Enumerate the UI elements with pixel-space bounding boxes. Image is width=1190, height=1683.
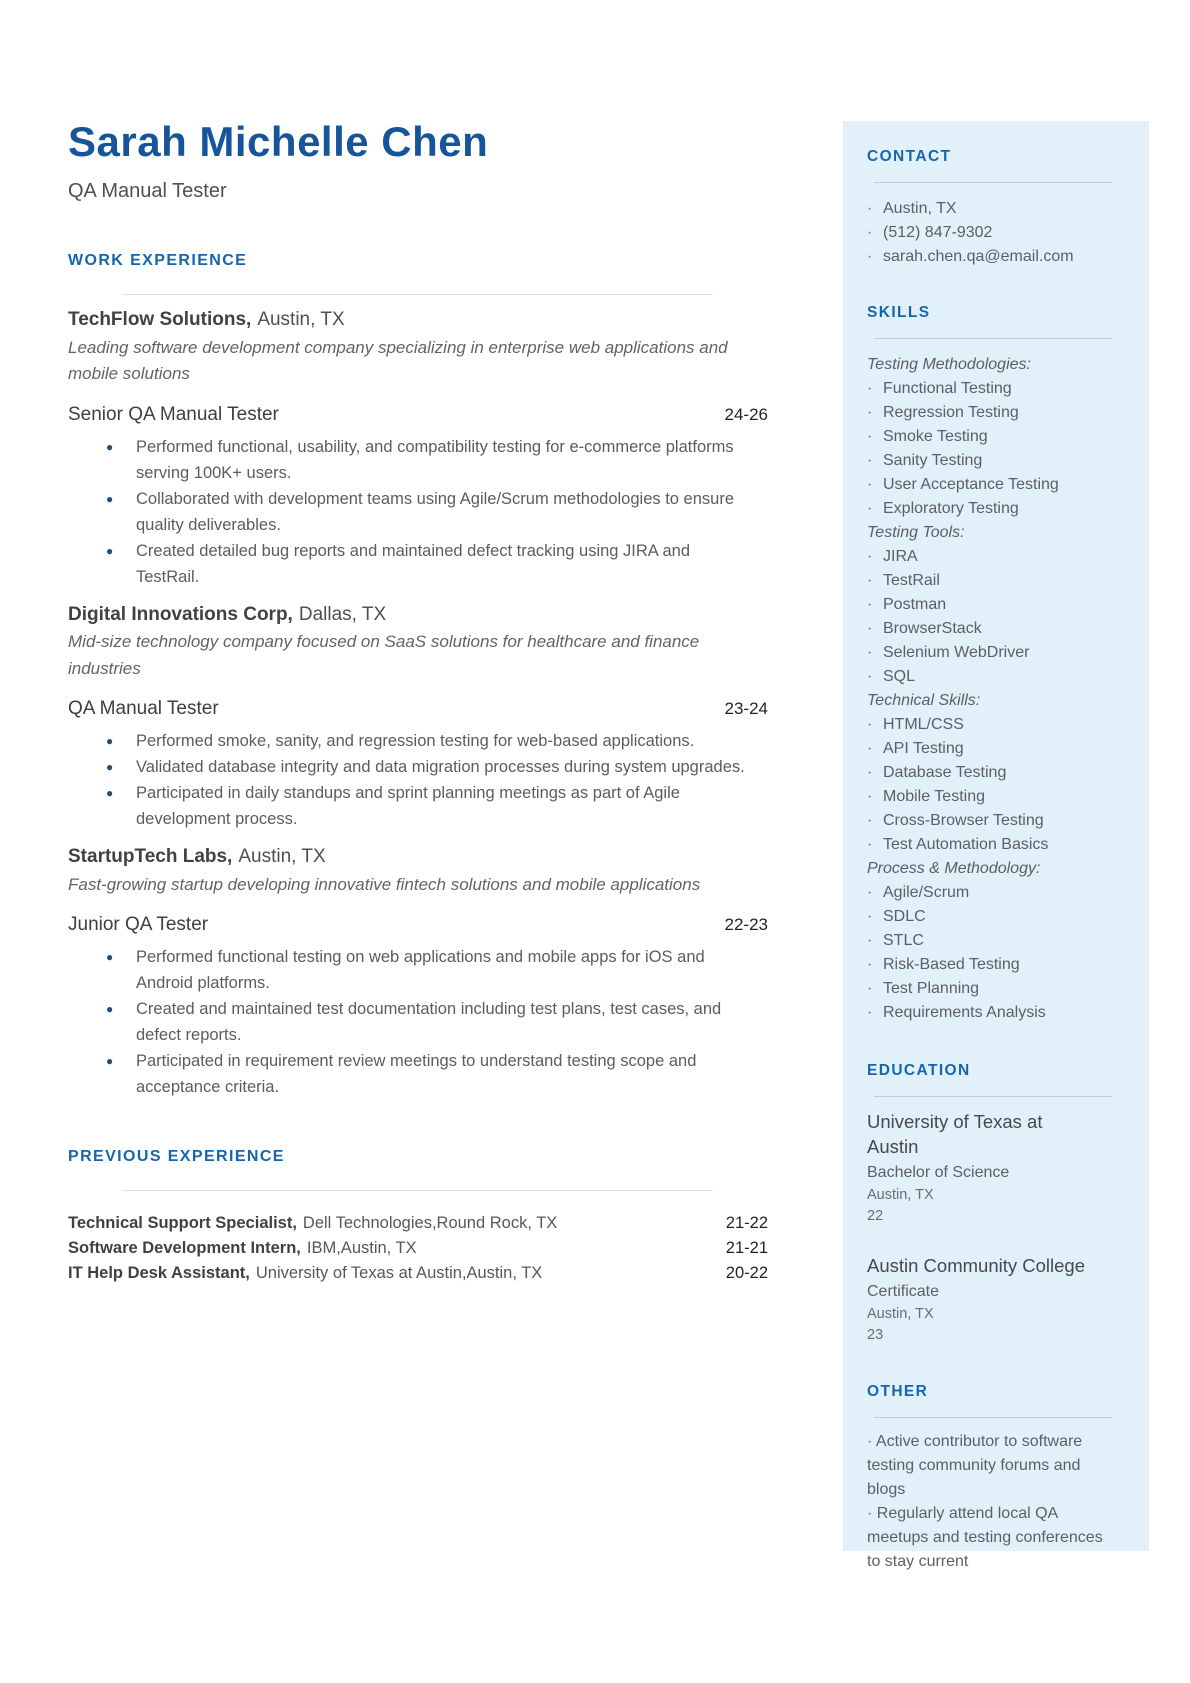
bullet-icon <box>106 1048 136 1074</box>
bullet-item <box>68 996 768 1048</box>
company-summary: Leading software development company specializing in enterprise web applications and mobile solutions <box>68 337 728 384</box>
other-item <box>867 1502 1119 1574</box>
bullet-icon <box>106 944 136 970</box>
role-dates: 22-23 <box>724 914 768 934</box>
skill-item <box>867 905 1119 929</box>
dot-icon <box>867 425 883 449</box>
skill-item <box>867 929 1119 953</box>
dot-icon <box>867 809 883 833</box>
role-dates: 23-24 <box>724 698 768 718</box>
dot-icon <box>867 569 883 593</box>
skill-group-label: Testing Tools: <box>867 524 965 541</box>
section-divider <box>123 294 713 295</box>
prev-left <box>68 1261 542 1286</box>
bullet-list <box>68 944 768 1100</box>
skill-text: SDLC <box>883 908 926 925</box>
dot-icon <box>867 449 883 473</box>
bullet-icon <box>106 996 136 1022</box>
prev-role: Software Development Intern, <box>68 1238 301 1257</box>
company-summary: Fast-growing startup developing innovative fintech solutions and mobile applications <box>68 874 701 894</box>
bullet-text: Participated in daily standups and sprint planning meetings as part of Agile development process. <box>136 783 680 828</box>
bullet-item <box>68 538 768 590</box>
skill-item <box>867 593 1119 617</box>
role-dates: 24-26 <box>724 404 768 424</box>
other-heading: OTHER <box>867 1383 929 1400</box>
skill-text: STLC <box>883 932 924 949</box>
role-title: Senior QA Manual Tester <box>68 403 279 425</box>
role-row <box>68 404 768 426</box>
bullet-text: Created and maintained test documentation including test plans, test cases, and defect reports. <box>136 999 722 1044</box>
bullet-item <box>68 434 768 486</box>
skill-item <box>867 809 1119 833</box>
company-summary: Mid-size technology company focused on SaaS solutions for healthcare and finance industries <box>68 632 700 678</box>
skill-text: Mobile Testing <box>883 788 985 805</box>
other-list <box>867 1430 1119 1574</box>
sidebar-panel <box>843 121 1149 1570</box>
skills-list <box>867 353 1119 1025</box>
dot-icon <box>867 245 883 269</box>
skill-text: Test Planning <box>883 980 980 997</box>
company-name: Digital Innovations Corp, <box>68 603 293 625</box>
job-entry <box>68 844 768 1100</box>
contact-text: (512) 847-9302 <box>883 224 993 241</box>
skill-text: Sanity Testing <box>883 452 983 469</box>
skill-group-label: Testing Methodologies: <box>867 356 1031 373</box>
skill-text: Functional Testing <box>883 380 1012 397</box>
side-divider <box>874 338 1112 339</box>
skill-text: Risk-Based Testing <box>883 956 1020 973</box>
bullet-icon <box>106 780 136 806</box>
skill-text: Test Automation Basics <box>883 836 1049 853</box>
bullet-item <box>68 486 768 538</box>
school-year: 22 <box>867 1208 884 1224</box>
bullet-item <box>68 1048 768 1100</box>
company-line <box>68 307 768 333</box>
skill-text: API Testing <box>883 740 964 757</box>
skill-item <box>867 881 1119 905</box>
dot-icon <box>867 881 883 905</box>
person-name: Sarah Michelle Chen <box>68 118 489 165</box>
skill-text: Cross-Browser Testing <box>883 812 1044 829</box>
contact-item <box>867 197 1119 221</box>
prev-dates: 21-21 <box>725 1238 768 1257</box>
role-title: Junior QA Tester <box>68 913 209 935</box>
dot-icon <box>867 977 883 1001</box>
bullet-icon <box>106 434 136 460</box>
side-divider <box>874 1096 1112 1097</box>
contact-item <box>867 245 1119 269</box>
role-row <box>68 698 768 720</box>
bullet-text: Participated in requirement review meetings to understand testing scope and acceptance criteria. <box>136 1051 697 1096</box>
dot-icon <box>867 737 883 761</box>
contact-item <box>867 221 1119 245</box>
dot-icon <box>867 473 883 497</box>
other-section <box>867 1382 1119 1574</box>
skill-item <box>867 545 1119 569</box>
school-degree: Certificate <box>867 1283 940 1300</box>
school-year: 23 <box>867 1327 884 1343</box>
skill-item <box>867 569 1119 593</box>
skill-text: TestRail <box>883 572 940 589</box>
side-divider <box>874 182 1112 183</box>
bullet-text: Performed smoke, sanity, and regression testing for web-based applications. <box>136 731 695 750</box>
skill-item <box>867 1001 1119 1025</box>
bullet-icon <box>106 728 136 754</box>
school-location: Austin, TX <box>867 1187 934 1203</box>
skill-text: SQL <box>883 668 916 685</box>
dot-icon <box>867 617 883 641</box>
skill-item <box>867 785 1119 809</box>
dot-icon <box>867 401 883 425</box>
job-entry <box>68 602 768 832</box>
school-degree: Bachelor of Science <box>867 1164 1010 1181</box>
dot-icon <box>867 1433 876 1450</box>
skill-item <box>867 641 1119 665</box>
prev-row <box>68 1236 768 1261</box>
skill-item <box>867 953 1119 977</box>
education-heading: EDUCATION <box>867 1062 971 1079</box>
bullet-list <box>68 728 768 832</box>
skill-item <box>867 449 1119 473</box>
company-name: StartupTech Labs, <box>68 845 233 867</box>
skill-item <box>867 737 1119 761</box>
bullet-text: Performed functional testing on web applications and mobile apps for iOS and Android platforms. <box>136 947 705 992</box>
previous-experience-heading: PREVIOUS EXPERIENCE <box>68 1147 285 1165</box>
skill-text: Selenium WebDriver <box>883 644 1030 661</box>
contact-section <box>867 147 1119 269</box>
dot-icon <box>867 785 883 809</box>
prev-row <box>68 1261 768 1286</box>
skill-item <box>867 401 1119 425</box>
prev-left <box>68 1211 557 1236</box>
prev-org: IBM,Austin, TX <box>306 1238 417 1257</box>
contact-heading: CONTACT <box>867 148 952 165</box>
dot-icon <box>867 641 883 665</box>
skill-text: Postman <box>883 596 947 613</box>
other-text: Regularly attend local QA meetups and testing conferences to stay current <box>867 1505 1103 1570</box>
company-name: TechFlow Solutions, <box>68 309 252 331</box>
contact-text: sarah.chen.qa@email.com <box>883 248 1074 265</box>
skill-item <box>867 665 1119 689</box>
prev-org: Dell Technologies,Round Rock, TX <box>302 1213 558 1232</box>
bullet-text: Validated database integrity and data migration processes during system upgrades. <box>136 757 745 776</box>
skill-group-label: Technical Skills: <box>867 692 981 709</box>
skill-item <box>867 713 1119 737</box>
dot-icon <box>867 1505 877 1522</box>
school-location: Austin, TX <box>867 1306 934 1322</box>
prev-role: Technical Support Specialist, <box>68 1213 297 1232</box>
skill-text: HTML/CSS <box>883 716 964 733</box>
dot-icon <box>867 593 883 617</box>
company-line <box>68 844 768 870</box>
contact-list <box>867 197 1119 269</box>
bullet-text: Created detailed bug reports and maintained defect tracking using JIRA and TestRail. <box>136 541 691 586</box>
prev-left <box>68 1236 417 1261</box>
school-name: Austin Community College <box>867 1255 1085 1276</box>
other-text: Active contributor to software testing community forums and blogs <box>867 1433 1083 1498</box>
skill-text: User Acceptance Testing <box>883 476 1059 493</box>
prev-role: IT Help Desk Assistant, <box>68 1263 250 1282</box>
school-entry <box>867 1253 1119 1346</box>
prev-row <box>68 1211 768 1236</box>
skill-text: JIRA <box>883 548 918 565</box>
contact-text: Austin, TX <box>883 200 957 217</box>
dot-icon <box>867 221 883 245</box>
prev-dates: 20-22 <box>725 1263 768 1282</box>
skills-section <box>867 303 1119 1025</box>
company-location: Austin, TX <box>238 845 326 867</box>
skill-item <box>867 377 1119 401</box>
company-line <box>68 602 768 628</box>
skill-text: Agile/Scrum <box>883 884 970 901</box>
skill-text: Requirements Analysis <box>883 1004 1046 1021</box>
skill-text: BrowserStack <box>883 620 982 637</box>
other-item <box>867 1430 1119 1502</box>
bullet-icon <box>106 754 136 780</box>
role-title: QA Manual Tester <box>68 697 219 719</box>
skill-text: Database Testing <box>883 764 1007 781</box>
bullet-list <box>68 434 768 590</box>
dot-icon <box>867 905 883 929</box>
dot-icon <box>867 1001 883 1025</box>
bullet-icon <box>106 486 136 512</box>
skill-group-label: Process & Methodology: <box>867 860 1041 877</box>
bullet-text: Collaborated with development teams using Agile/Scrum methodologies to ensure quality deliverables. <box>136 489 735 534</box>
bullet-text: Performed functional, usability, and compatibility testing for e-commerce platforms serving 100K+ users. <box>136 437 734 482</box>
main-column <box>68 0 768 1286</box>
dot-icon <box>867 833 883 857</box>
skills-heading: SKILLS <box>867 304 931 321</box>
dot-icon <box>867 545 883 569</box>
bullet-item <box>68 944 768 996</box>
skill-item <box>867 473 1119 497</box>
education-section <box>867 1061 1119 1346</box>
section-divider <box>123 1190 713 1191</box>
role-row <box>68 914 768 936</box>
dot-icon <box>867 377 883 401</box>
dot-icon <box>867 953 883 977</box>
prev-dates: 21-22 <box>725 1213 768 1232</box>
school-entry <box>867 1109 1119 1227</box>
dot-icon <box>867 665 883 689</box>
job-entry <box>68 307 768 589</box>
dot-icon <box>867 761 883 785</box>
dot-icon <box>867 713 883 737</box>
prev-org: University of Texas at Austin,Austin, TX <box>255 1263 543 1282</box>
skill-item <box>867 497 1119 521</box>
bullet-item <box>68 780 768 832</box>
skill-item <box>867 761 1119 785</box>
company-location: Austin, TX <box>257 309 345 331</box>
person-title: QA Manual Tester <box>68 180 227 203</box>
skill-text: Regression Testing <box>883 404 1019 421</box>
dot-icon <box>867 497 883 521</box>
bullet-icon <box>106 538 136 564</box>
skill-item <box>867 977 1119 1001</box>
skill-item <box>867 833 1119 857</box>
bullet-item <box>68 728 768 754</box>
side-divider <box>874 1417 1112 1418</box>
skill-text: Smoke Testing <box>883 428 988 445</box>
dot-icon <box>867 929 883 953</box>
company-location: Dallas, TX <box>298 603 387 625</box>
skill-item <box>867 617 1119 641</box>
skill-item <box>867 425 1119 449</box>
skill-text: Exploratory Testing <box>883 500 1019 517</box>
previous-experience-list <box>68 1211 768 1286</box>
school-name: University of Texas at Austin <box>867 1111 1043 1157</box>
work-experience-heading: WORK EXPERIENCE <box>68 252 248 270</box>
dot-icon <box>867 197 883 221</box>
bullet-item <box>68 754 768 780</box>
